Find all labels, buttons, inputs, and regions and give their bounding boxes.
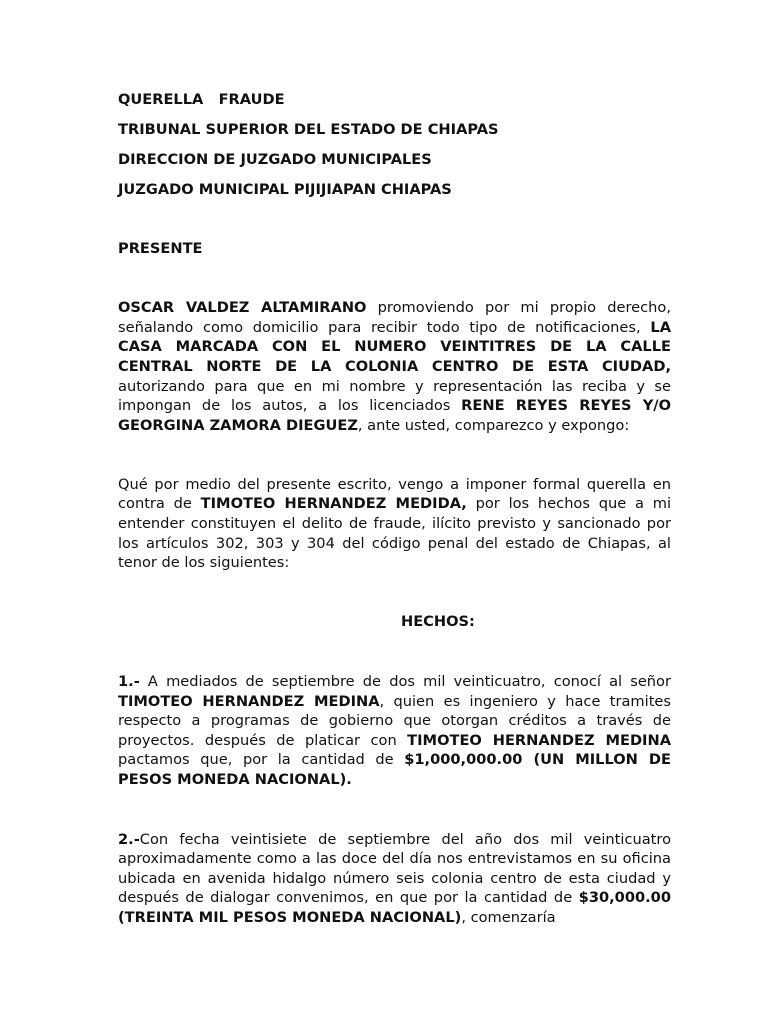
hecho-2-amount: $30,000.00 (TREINTA MIL PESOS MONEDA NACIONAL) (118, 889, 671, 926)
intro-text-2: autorizando para que en mi nombre y representación las reciba y se impongan de los autos, a los licenciados (118, 377, 671, 415)
intro-paragraph (118, 298, 671, 435)
tribunal-heading: TRIBUNAL SUPERIOR DEL ESTADO DE CHIAPAS (118, 120, 499, 138)
querella-paragraph (118, 475, 671, 573)
hecho-2-paragraph (118, 830, 671, 928)
querella-text-2: por los hechos que a mi entender constituyen el delito de fraude, ilícito previsto y sancionado por los artículos 302, 303 y 304 del código penal del estado de Chiapas, al tenor de los siguientes: (118, 495, 672, 572)
hecho-2-number: 2.- (118, 830, 140, 848)
doc-title: QUERELLA FRAUDE (118, 91, 285, 108)
hecho-1-name-1: TIMOTEO HERNANDEZ MEDINA (118, 692, 380, 710)
hecho-1-paragraph (118, 672, 671, 790)
hecho-1-text-3: pactamos que, por la cantidad de (118, 751, 405, 769)
direccion-heading: DIRECCION DE JUZGADO MUNICIPALES (118, 150, 432, 168)
accused-name: TIMOTEO HERNANDEZ MEDIDA, (200, 495, 467, 513)
juzgado-heading: JUZGADO MUNICIPAL PIJIJIAPAN CHIAPAS (118, 180, 452, 198)
hecho-1-text-2: , quien es ingeniero y hace tramites respecto a programas de gobierno que otorgan créditos a través de proyectos. después de platicar con (118, 692, 672, 749)
document-page (118, 90, 671, 928)
hecho-1-number: 1.- (118, 673, 140, 691)
hechos-heading: HECHOS: (401, 613, 475, 631)
querella-text-1: Qué por medio del presente escrito, vengo a imponer formal querella en contra de (118, 475, 671, 513)
hecho-1-text-1: A mediados de septiembre de dos mil veinticuatro, conocí al señor (139, 673, 671, 691)
address-text: LA CASA MARCADA CON EL NUMERO VEINTITRES DE LA CALLE CENTRAL NORTE DE LA COLONIA CENTRO DE ESTA CIUDAD, (118, 318, 671, 375)
presente-heading: PRESENTE (118, 239, 203, 257)
hecho-1-amount: $1,000,000.00 (UN MILLON DE PESOS MONEDA NACIONAL). (118, 751, 671, 789)
hecho-2-text-2: , comenzaría (461, 908, 556, 926)
hecho-2-text-1: Con fecha veintisiete de septiembre del año dos mil veinticuatro aproximadamente como a las doce del día nos entrevistamos en su oficina ubicada en avenida hidalgo número seis colonia centro de esta ciudad y después de dialogar convenimos, en que por la cantidad de (118, 830, 671, 907)
complainant-name: OSCAR VALDEZ ALTAMIRANO (118, 299, 367, 317)
hecho-1-name-2: TIMOTEO HERNANDEZ MEDINA (407, 731, 671, 749)
intro-text-3: , ante usted, comparezco y expongo: (357, 416, 630, 434)
lawyers-names: RENE REYES REYES Y/O GEORGINA ZAMORA DIEGUEZ (118, 397, 671, 434)
intro-text-1: promoviendo por mi propio derecho, señalando como domicilio para recibir todo tipo de notificaciones, (118, 299, 671, 336)
